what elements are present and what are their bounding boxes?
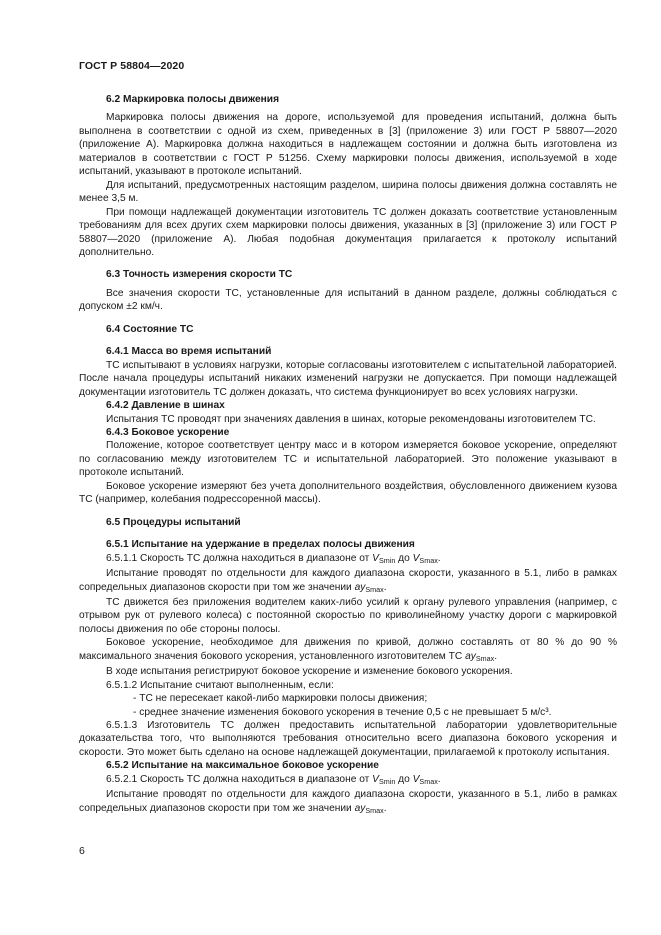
list-item: - среднее значение изменения бокового ускорения в течение 0,5 с не превышает 5 м/с³. bbox=[133, 706, 552, 718]
section-6-5-1-paragraph-2: ТС движется без приложения водителем каких-либо усилий к органу рулевого управления (например, с отрывом рук от рулевого колеса) с постоянной скоростью по криволинейному участку дороги с маркировкой полосы движения по обе стороны полосы. bbox=[79, 596, 617, 635]
section-6-5-2-title: 6.5.2 Испытание на максимальное боковое ускорение bbox=[106, 760, 379, 772]
section-6-2-paragraph-1: Маркировка полосы движения на дороге, используемой для проведения испытаний, должна быть выполнена в соответствии с одной из схем, приведенных в [3] (приложение 3) или ГОСТ Р 58807—2020 (приложение А). Маркировка должна находиться в надлежащем состоянии и должна быть изготовлена из материалов в соответствии с ГОСТ Р 51256. Схему маркировки полосы движения, используемой в ходе испытаний, указывают в протоколе испытаний. bbox=[79, 112, 617, 178]
standard-header: ГОСТ Р 58804—2020 bbox=[79, 60, 185, 72]
section-6-5-1-2: 6.5.1.2 Испытание считают выполненным, если: bbox=[106, 679, 334, 691]
section-6-5-1-paragraph-1: Испытание проводят по отдельности для каждого диапазона скорости, указанного в 5.1, либо в рамках сопредельных диапазонов скорости при том же значении $ay_{Smax}$. bbox=[79, 568, 617, 594]
section-6-5-2-paragraph-1: Испытание проводят по отдельности для каждого диапазона скорости, указанного в 5.1, либо в рамках сопредельных диапазонов скорости при том же значении $ay_{Smax}$. bbox=[79, 789, 617, 815]
section-6-4-3-paragraph-1: Положение, которое соответствует центру масс и в котором измеряется боковое ускорение, определяют по согласованию между изготовителем ТС и испытательной лабораторией. Это положение указывают в протоколе испытаний. bbox=[79, 440, 617, 479]
section-6-5-1-3: 6.5.1.3 Изготовитель ТС должен предоставить испытательной лаборатории удовлетворительные доказательства того, что выполняются требования относительно всего диапазона бокового ускорения и скорости. Это может быть сделано на основе надлежащей документации, прилагаемой к протоколу испытания. bbox=[79, 720, 617, 758]
section-6-5-title: 6.5 Процедуры испытаний bbox=[106, 516, 241, 528]
section-6-2-paragraph-3: При помощи надлежащей документации изготовитель ТС должен доказать соответствие установленным требованиям для всех других схем маркировки полосы движения, указанных в [3] (приложение 3) или ГОСТ Р 58807—2020 (приложение А). Любая подобная документация прилагается к протоколу испытаний дополнительно. bbox=[79, 206, 617, 258]
section-6-2-paragraph-2: Для испытаний, предусмотренных настоящим разделом, ширина полосы движения должна составлять не менее 3,5 м. bbox=[79, 179, 617, 205]
section-6-4-2-title: 6.4.2 Давление в шинах bbox=[106, 400, 225, 412]
page-number: 6 bbox=[79, 845, 85, 857]
section-6-5-1-1: 6.5.1.1 Скорость ТС должна находиться в диапазоне от $V_{Smin}$ до $V_{Smax}$. bbox=[106, 552, 441, 565]
section-6-3-paragraph: Все значения скорости ТС, установленные для испытаний в данном разделе, должны соблюдаться с допуском ±2 км/ч. bbox=[79, 287, 617, 313]
section-6-4-1-paragraph: ТС испытывают в условиях нагрузки, которые согласованы изготовителем с испытательной лабораторией. После начала процедуры испытаний никаких изменений нагрузки не допускается. При помощи надлежащей документации изготовитель ТС должен доказать, что система функционирует во всех условиях нагрузки. bbox=[79, 359, 617, 398]
section-6-4-1-title: 6.4.1 Масса во время испытаний bbox=[106, 346, 272, 358]
section-6-4-title: 6.4 Состояние ТС bbox=[106, 323, 194, 335]
section-6-4-2-paragraph: Испытания ТС проводят при значениях давления в шинах, которые рекомендованы изготовителем ТС. bbox=[106, 413, 596, 425]
section-6-5-1-paragraph-3: Боковое ускорение, необходимое для движения по кривой, должно составлять от 80 % до 90 % максимального значения бокового ускорения, установленного изготовителем ТС $ay_{Smax}$. bbox=[79, 637, 617, 663]
section-6-2-title: 6.2 Маркировка полосы движения bbox=[106, 94, 280, 105]
list-item: - ТС не пересекает какой-либо маркировки полосы движения; bbox=[133, 693, 428, 705]
body-text bbox=[79, 93, 617, 817]
section-6-5-1-paragraph-4: В ходе испытания регистрируют боковое ускорение и изменение бокового ускорения. bbox=[106, 666, 513, 678]
section-6-5-1-title: 6.5.1 Испытание на удержание в пределах полосы движения bbox=[106, 539, 415, 551]
section-6-5-2-1: 6.5.2.1 Скорость ТС должна находиться в диапазоне от $V_{Smin}$ до $V_{Smax}$. bbox=[106, 773, 441, 786]
section-6-4-3-title: 6.4.3 Боковое ускорение bbox=[106, 426, 230, 438]
section-6-3-title: 6.3 Точность измерения скорости ТС bbox=[106, 269, 293, 281]
section-6-4-3-paragraph-2: Боковое ускорение измеряют без учета дополнительного воздействия, обусловленного движением кузова ТС (например, колебания подрессоренной массы). bbox=[79, 480, 617, 506]
